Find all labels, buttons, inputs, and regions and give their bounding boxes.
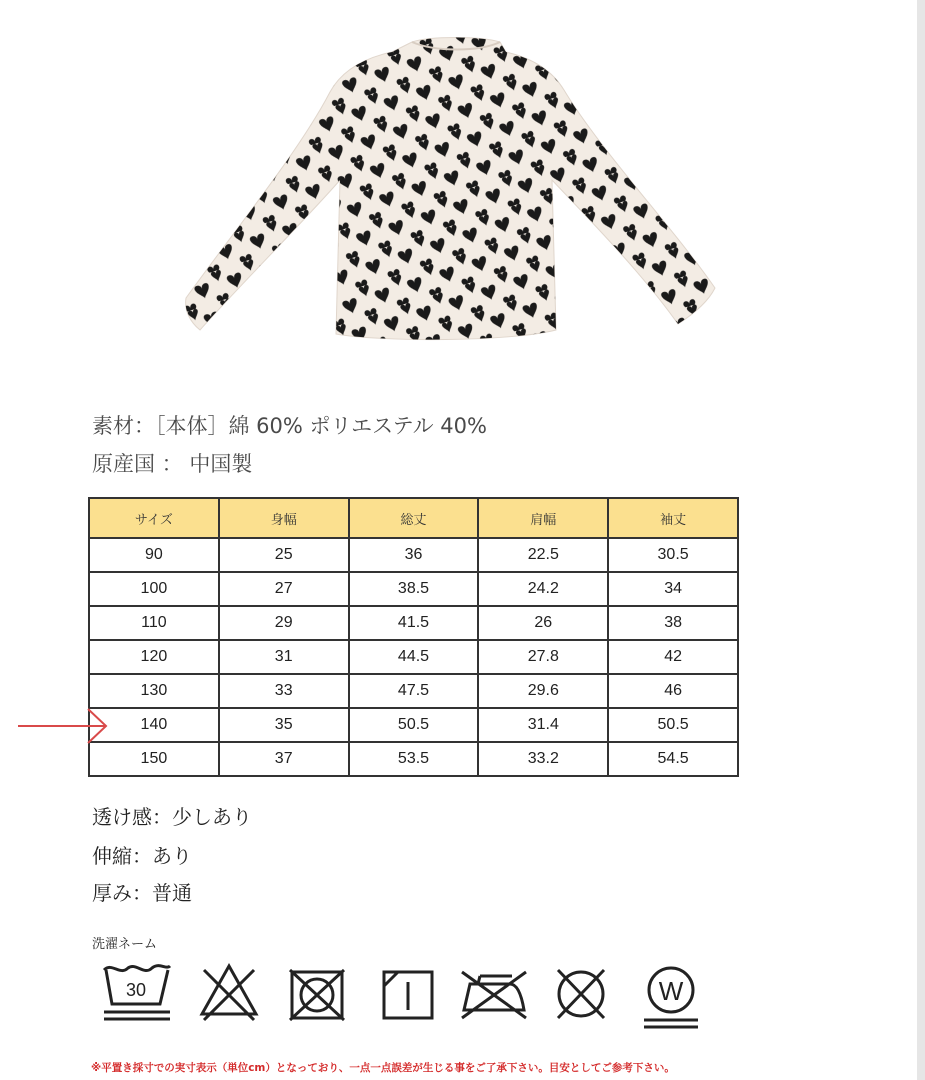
table-cell: 50.5 <box>349 708 479 742</box>
sheerness-text: 透け感：少しあり <box>92 805 252 829</box>
table-cell: 130 <box>89 674 219 708</box>
table-cell: 37 <box>219 742 349 776</box>
table-cell: 30.5 <box>608 538 738 572</box>
header-sleeve: 袖丈 <box>608 498 738 538</box>
table-cell: 140 <box>89 708 219 742</box>
table-cell: 27.8 <box>478 640 608 674</box>
table-cell: 44.5 <box>349 640 479 674</box>
table-cell: 50.5 <box>608 708 738 742</box>
care-label-title: 洗濯ネーム <box>92 937 158 952</box>
header-body-width: 身幅 <box>219 498 349 538</box>
header-size: サイズ <box>89 498 219 538</box>
table-cell: 120 <box>89 640 219 674</box>
table-cell: 33.2 <box>478 742 608 776</box>
thickness-text: 厚み：普通 <box>92 881 192 905</box>
table-cell: 34 <box>608 572 738 606</box>
table-row <box>89 674 738 708</box>
table-cell: 42 <box>608 640 738 674</box>
table-cell: 22.5 <box>478 538 608 572</box>
table-cell: 53.5 <box>349 742 479 776</box>
material-text: 素材：［本体］綿 60% ポリエステル 40% <box>92 414 487 438</box>
table-cell: 54.5 <box>608 742 738 776</box>
table-cell: 29 <box>219 606 349 640</box>
no-iron-icon <box>456 958 532 1028</box>
table-row <box>89 640 738 674</box>
line-dry-shade-icon <box>378 958 438 1028</box>
wash-temperature: 30 <box>125 980 147 1000</box>
table-cell: 41.5 <box>349 606 479 640</box>
table-cell: 31.4 <box>478 708 608 742</box>
table-cell: 27 <box>219 572 349 606</box>
table-cell: 31 <box>219 640 349 674</box>
no-bleach-icon <box>196 958 262 1028</box>
page-edge <box>917 0 925 1080</box>
table-cell: 26 <box>478 606 608 640</box>
table-row <box>89 742 738 776</box>
header-length: 総丈 <box>349 498 479 538</box>
table-header-row <box>89 498 738 538</box>
table-row-highlighted <box>89 708 738 742</box>
table-cell: 47.5 <box>349 674 479 708</box>
table-cell: 100 <box>89 572 219 606</box>
arrow-right-icon <box>16 706 111 746</box>
table-cell: 90 <box>89 538 219 572</box>
wet-clean-gentle-icon <box>638 958 704 1033</box>
product-image <box>180 30 725 350</box>
no-tumble-dry-icon <box>284 958 350 1028</box>
table-cell: 150 <box>89 742 219 776</box>
table-cell: 35 <box>219 708 349 742</box>
table-cell: 110 <box>89 606 219 640</box>
care-icons <box>98 958 708 1033</box>
table-cell: 24.2 <box>478 572 608 606</box>
table-row <box>89 538 738 572</box>
table-row <box>89 606 738 640</box>
measurement-notice: ※平置き採寸での実寸表示（単位cm）となっており、一点一点誤差が生じる事をご了承下さい。目安としてご参考下さい。 <box>91 1062 675 1074</box>
table-cell: 38 <box>608 606 738 640</box>
table-cell: 38.5 <box>349 572 479 606</box>
wet-clean-letter: W <box>658 976 684 1006</box>
table-cell: 36 <box>349 538 479 572</box>
table-cell: 33 <box>219 674 349 708</box>
table-cell: 25 <box>219 538 349 572</box>
size-table <box>88 497 739 777</box>
header-shoulder: 肩幅 <box>478 498 608 538</box>
origin-text: 原産国 ： 中国製 <box>92 452 253 476</box>
no-dry-clean-icon <box>550 958 612 1028</box>
table-cell: 29.6 <box>478 674 608 708</box>
stretch-text: 伸縮：あり <box>92 844 192 868</box>
wash-30-gentle-icon <box>98 958 174 1028</box>
table-cell: 46 <box>608 674 738 708</box>
table-row <box>89 572 738 606</box>
